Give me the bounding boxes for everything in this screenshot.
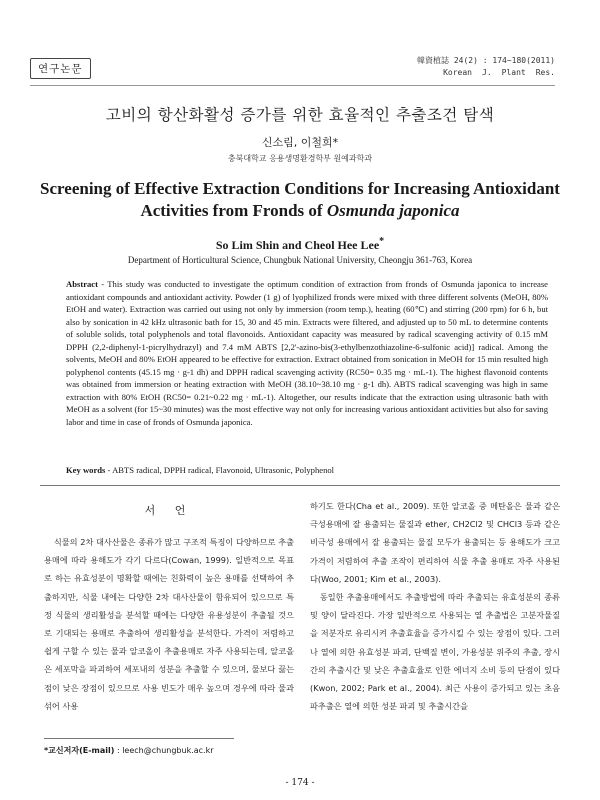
keywords bbox=[66, 465, 548, 475]
keywords-label: Key words bbox=[66, 465, 106, 475]
english-authors bbox=[0, 236, 600, 253]
english-title-prefix: Activities from Fronds of bbox=[140, 201, 327, 220]
journal-word: Korean bbox=[443, 68, 472, 77]
corresponding-mark: * bbox=[379, 236, 385, 247]
article-type-badge: 연구논문 bbox=[30, 58, 91, 79]
english-title bbox=[40, 178, 560, 222]
intro-paragraph: 식물의 2차 대사산물은 종류가 많고 구조적 특징이 다양하므로 추출용매에 따라 용해도가 각기 다르다(Cowan, 1999). 일반적으로 목표로 하는 유효성분이 명확할 때에는 친화력이 높은 용매를 선택하여 추출하지만, 식물 내에는 다양한 2차 대사산물이 함유되어 있으므로 특정 식물의 생리활성을 분석할 때에는 다양한 유용성분이 추출될 것으로 기대되는 용매로 추출하여 생리활성을 분석한다. 가격이 저렴하고 쉽게 구할 수 있는 물과 알코올이 추출용매로 자주 사용되는데, 알코올은 세포막을 파괴하여 세포내의 성분을 추출할 수 있으며, 물보다 끓는점이 낮은 장점이 있으므로 사용 빈도가 매우 높으며 경우에 따라 물과 섞어 사용 bbox=[44, 537, 294, 711]
intro-paragraph: 하기도 한다(Cha et al., 2009). 또한 알코올 중 메탄올은 물과 같은 극성용매에 잘 용출되는 물질과 ether, CH2Cl2 및 CHCl3 등과 같은 비극성 용매에서 잘 용출되는 물질 모두가 용출되는 등 용해도가 크고 가격이 저렴하여 추출 조작이 편리하여 식물 추출 용매로 자주 사용된다(Woo, 2001; Kim et al., 2003). bbox=[310, 501, 560, 584]
korean-title: 고비의 항산화활성 증가를 위한 효율적인 추출조건 탐색 bbox=[105, 106, 495, 124]
korean-affiliation: 충북대학교 응용생명환경학부 원예과학과 bbox=[227, 154, 373, 163]
journal-word: J. bbox=[482, 68, 492, 77]
english-authors-names: So Lim Shin and Cheol Hee Lee bbox=[215, 238, 380, 252]
english-title-line-1: Screening of Effective Extraction Conditions for Increasing Antioxidant bbox=[40, 179, 560, 198]
page-number: - 174 - bbox=[285, 778, 315, 788]
footnote-email: : leech@chungbuk.ac.kr bbox=[114, 746, 214, 755]
korean-authors: 신소림, 이철희* bbox=[261, 136, 339, 149]
journal-citation bbox=[417, 55, 555, 79]
footnote-divider bbox=[44, 738, 234, 739]
section-divider bbox=[40, 485, 560, 486]
abstract-text: - This study was conducted to investigate the optimum condition of extraction from fronds of Osmunda japonica to increase antioxidant compounds and antioxidant activity. Powder (1 g) of lyophilized fronds were mixed with three different solvents (MeOH, 80% EtOH and water). Extraction was carried out using not only by immersion (room temp.), heating (60℃) and stirring (200 rpm) for 6 h, but also by sonication in 42 kHz ultrasonic bath for 15, 30 and 45 min. Extracts were filtered, and adjusted up to 50 mL to determine contents of soluble solids, total polyphenols and total flavonoids. Antioxidant capacity was measured by radical scavenging activity of 0.15 mM DPPH (2,2-diphenyl-1-picrylhydrazyl) and 7.4 mM ABTS [2,2'-azino-bis(3-ethylbenzothiazoline-6-sulfonic acid)] radical. Among the solvents, MeOH and 80% EtOH appeared to be effective for extraction. Extract obtained from sonication in MeOH for 15 min resulted high polyphenol contents (45.15 mg · g-1 dh) and DPPH radical scavenging activity (RC50= 0.35 mg · mL-1). The highest flavonoid contents was obtained from immersion or heating extraction with MeOH (38.10~38.10 mg · g-1 dh). ABTS radical scavenging was high in same extraction with 80% EtOH (RC50= 0.21~0.22 mg · mL-1). Altogether, our results indicate that the extraction using ultrasonic bath with MeOH as a solvent (for 15~30 minutes) was the most effective way not only for increasing various antioxidant activities but also for saving labor and time in case of fronds of Osmunda japonica. bbox=[66, 279, 548, 427]
left-column bbox=[44, 533, 294, 715]
header-divider bbox=[30, 85, 555, 86]
footnote-label: *교신저자(E-mail) bbox=[44, 746, 115, 755]
species-name: Osmunda japonica bbox=[326, 201, 460, 220]
abstract-label: Abstract bbox=[66, 279, 98, 289]
intro-paragraph: 동일한 추출용매에서도 추출방법에 따라 추출되는 유효성분의 종류 및 양이 달라진다. 가장 일반적으로 사용되는 열 추출법은 고분자물질을 저분자로 유리시켜 추출효율을 증가시킬 수 있는 장점이 있다. 그러나 열에 의한 유효성분 파괴, 단백질 변이, 가용성분 위주의 추출, 장시간의 추출시간 및 낮은 추출효율로 인한 에너지 소비 등의 단점이 있다(Kwon, 2002; Park et al., 2004). 최근 사용이 증가되고 있는 초음파추출은 열에 의한 성분 파괴 및 추출시간을 bbox=[310, 592, 560, 712]
footnote bbox=[44, 745, 214, 756]
journal-line-2 bbox=[417, 67, 555, 79]
journal-word: Res. bbox=[535, 68, 555, 77]
english-title-line-2 bbox=[40, 200, 560, 222]
introduction-heading: 서 언 bbox=[144, 504, 194, 517]
english-affiliation: Department of Horticultural Science, Chungbuk National University, Cheongju 361-763, Korea bbox=[127, 255, 473, 265]
keywords-text: - ABTS radical, DPPH radical, Flavonoid, Ultrasonic, Polyphenol bbox=[105, 465, 335, 475]
abstract bbox=[66, 278, 548, 428]
journal-word: Plant bbox=[501, 68, 526, 77]
journal-line-1: 韓資植誌 24(2) : 174~180(2011) bbox=[417, 56, 555, 65]
right-column bbox=[310, 497, 560, 715]
